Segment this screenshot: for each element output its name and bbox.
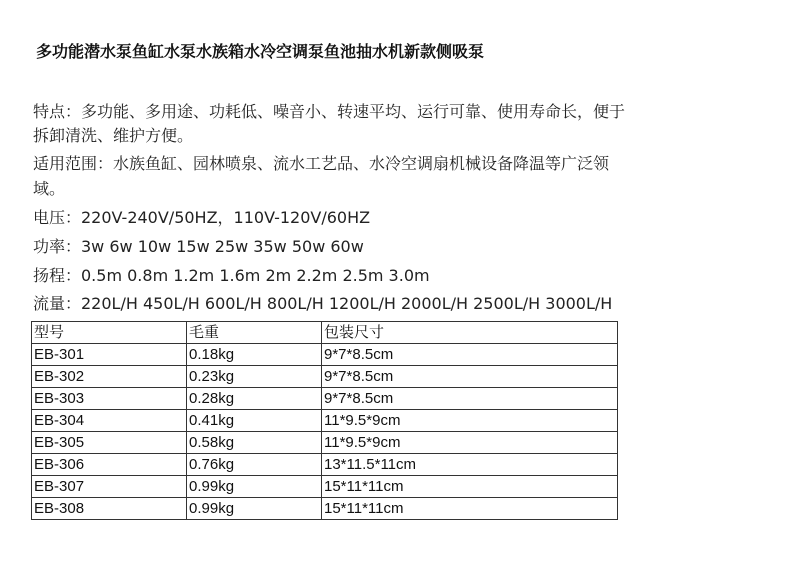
- table-row: [32, 432, 618, 454]
- cell-weight: 0.58kg: [187, 432, 322, 454]
- spec-table: [31, 321, 618, 520]
- cell-weight: 0.99kg: [187, 498, 322, 520]
- cell-model: EB-306: [32, 454, 187, 476]
- cell-package-size: 9*7*8.5cm: [322, 344, 618, 366]
- cell-model: EB-302: [32, 366, 187, 388]
- cell-package-size: 11*9.5*9cm: [322, 410, 618, 432]
- features-line-2: 拆卸清洗、维护方便。: [33, 126, 194, 145]
- cell-package-size: 11*9.5*9cm: [322, 432, 618, 454]
- cell-model: EB-305: [32, 432, 187, 454]
- scope-line-2: 域。: [33, 179, 66, 198]
- cell-weight: 0.41kg: [187, 410, 322, 432]
- cell-model: EB-307: [32, 476, 187, 498]
- header-model: 型号: [32, 322, 187, 344]
- table-row: [32, 366, 618, 388]
- voltage-line: 电压：220V-240V/50HZ，110V-120V/60HZ: [33, 208, 371, 227]
- table-row: [32, 476, 618, 498]
- cell-model: EB-303: [32, 388, 187, 410]
- cell-weight: 0.28kg: [187, 388, 322, 410]
- cell-weight: 0.18kg: [187, 344, 322, 366]
- cell-model: EB-301: [32, 344, 187, 366]
- table-row: [32, 498, 618, 520]
- product-title: 多功能潜水泵鱼缸水泵水族箱水冷空调泵鱼池抽水机新款侧吸泵: [36, 42, 485, 61]
- head-lift-line: 扬程：0.5m 0.8m 1.2m 1.6m 2m 2.2m 2.5m 3.0m: [33, 266, 430, 285]
- flow-line: 流量：220L/H 450L/H 600L/H 800L/H 1200L/H 2000L/H 2500L/H 3000L/H: [33, 294, 613, 313]
- cell-weight: 0.23kg: [187, 366, 322, 388]
- cell-package-size: 13*11.5*11cm: [322, 454, 618, 476]
- table-header-row: [32, 322, 618, 344]
- cell-package-size: 15*11*11cm: [322, 476, 618, 498]
- cell-weight: 0.99kg: [187, 476, 322, 498]
- header-package-size: 包装尺寸: [322, 322, 618, 344]
- scope-line-1: 适用范围：水族鱼缸、园林喷泉、流水工艺品、水冷空调扇机械设备降温等广泛领: [33, 154, 610, 173]
- cell-model: EB-308: [32, 498, 187, 520]
- cell-package-size: 9*7*8.5cm: [322, 388, 618, 410]
- cell-weight: 0.76kg: [187, 454, 322, 476]
- table-row: [32, 344, 618, 366]
- cell-model: EB-304: [32, 410, 187, 432]
- table-row: [32, 454, 618, 476]
- header-weight: 毛重: [187, 322, 322, 344]
- features-line-1: 特点：多功能、多用途、功耗低、噪音小、转速平均、运行可靠、使用寿命长，便于: [33, 102, 626, 121]
- cell-package-size: 15*11*11cm: [322, 498, 618, 520]
- table-row: [32, 388, 618, 410]
- cell-package-size: 9*7*8.5cm: [322, 366, 618, 388]
- power-line: 功率：3w 6w 10w 15w 25w 35w 50w 60w: [33, 237, 364, 256]
- table-row: [32, 410, 618, 432]
